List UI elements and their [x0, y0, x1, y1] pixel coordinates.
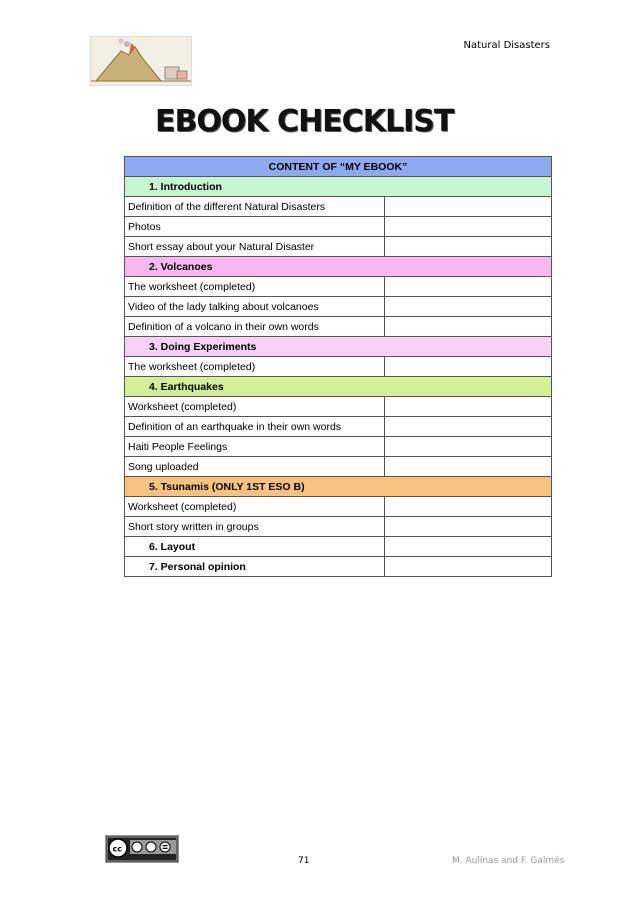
table-row [125, 497, 552, 517]
page-title: EBOOK CHECKLIST [155, 104, 454, 139]
footer-authors: M. Aulinas and F. Galmés [452, 856, 565, 866]
check-cell[interactable] [385, 417, 552, 437]
section-row [125, 557, 552, 577]
volcano-icon [91, 37, 191, 85]
nc-icon [146, 842, 156, 852]
table-header-row [125, 157, 552, 177]
table-row [125, 437, 552, 457]
item-label: Short essay about your Natural Disaster [125, 237, 385, 257]
table-body [125, 177, 552, 577]
item-label: Worksheet (completed) [125, 397, 385, 417]
section-label: 5. Tsunamis (ONLY 1ST ESO B) [125, 477, 552, 497]
table-row [125, 357, 552, 377]
table-row [125, 417, 552, 437]
table-row [125, 197, 552, 217]
section-label: 1. Introduction [125, 177, 552, 197]
check-cell[interactable] [385, 457, 552, 477]
nd-icon [160, 842, 170, 852]
item-label: Definition of an earthquake in their own words [125, 417, 385, 437]
section-row [125, 177, 552, 197]
check-cell[interactable] [385, 517, 552, 537]
check-cell[interactable] [385, 277, 552, 297]
check-cell[interactable] [385, 397, 552, 417]
section-label: 4. Earthquakes [125, 377, 552, 397]
page-number: 71 [298, 856, 310, 866]
check-cell[interactable] [385, 437, 552, 457]
table-row [125, 457, 552, 477]
creative-commons-license-icon [105, 835, 179, 863]
item-label: Photos [125, 217, 385, 237]
item-label: Worksheet (completed) [125, 497, 385, 517]
item-label: Video of the lady talking about volcanoes [125, 297, 385, 317]
item-label: Definition of a volcano in their own words [125, 317, 385, 337]
check-cell[interactable] [385, 357, 552, 377]
table-row [125, 277, 552, 297]
section-label: 6. Layout [125, 537, 385, 557]
check-cell[interactable] [385, 217, 552, 237]
section-label: 3. Doing Experiments [125, 337, 552, 357]
section-row [125, 337, 552, 357]
table-row [125, 237, 552, 257]
item-label: Song uploaded [125, 457, 385, 477]
check-cell[interactable] [385, 557, 552, 577]
header-subject: Natural Disasters [463, 40, 550, 51]
item-label: Short story written in groups [125, 517, 385, 537]
table-row [125, 397, 552, 417]
table-row [125, 217, 552, 237]
volcano-logo-image [90, 36, 192, 86]
check-cell[interactable] [385, 317, 552, 337]
check-cell[interactable] [385, 537, 552, 557]
table-heading: CONTENT OF “MY EBOOK” [125, 157, 552, 177]
section-row [125, 377, 552, 397]
item-label: Definition of the different Natural Disasters [125, 197, 385, 217]
item-label: The worksheet (completed) [125, 357, 385, 377]
svg-text:cc: cc [112, 844, 122, 854]
section-label: 7. Personal opinion [125, 557, 385, 577]
section-row [125, 537, 552, 557]
section-label: 2. Volcanoes [125, 257, 552, 277]
item-label: Haiti People Feelings [125, 437, 385, 457]
check-cell[interactable] [385, 237, 552, 257]
section-row [125, 477, 552, 497]
table-row [125, 297, 552, 317]
check-cell[interactable] [385, 197, 552, 217]
check-cell[interactable] [385, 297, 552, 317]
check-cell[interactable] [385, 497, 552, 517]
section-row [125, 257, 552, 277]
table-row [125, 517, 552, 537]
by-icon [132, 842, 142, 852]
ebook-checklist-table [124, 156, 552, 577]
item-label: The worksheet (completed) [125, 277, 385, 297]
table-row [125, 317, 552, 337]
